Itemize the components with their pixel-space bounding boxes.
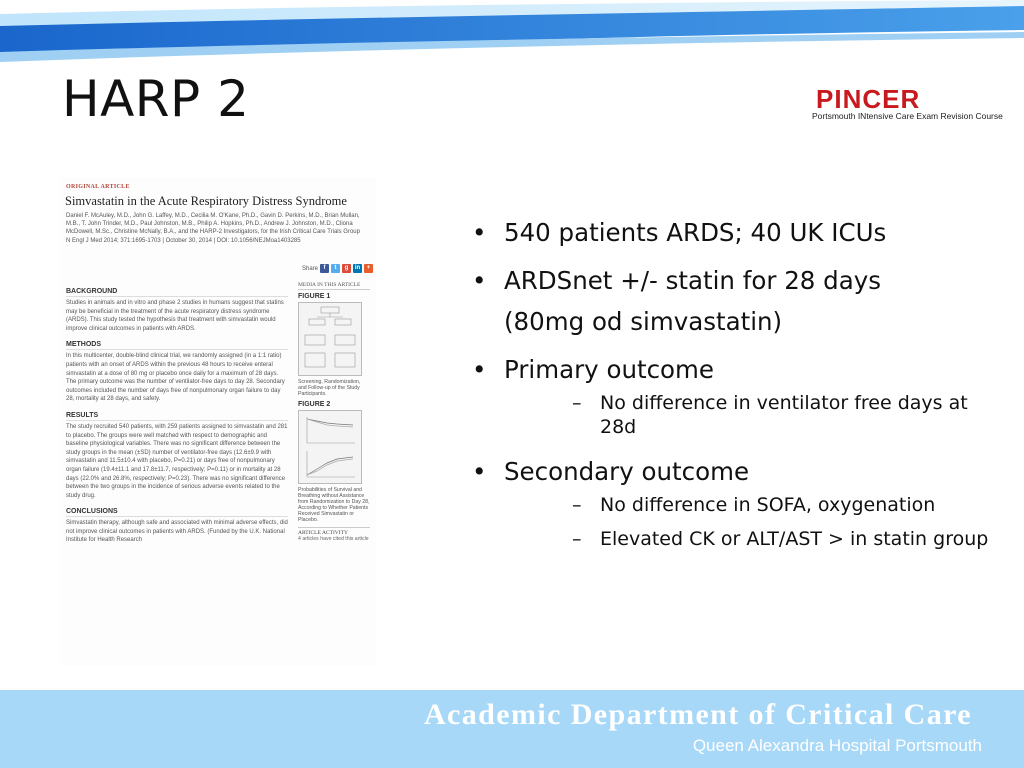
bullet-item: [470, 355, 990, 385]
figure1-thumbnail: [298, 302, 362, 376]
section-heading: CONCLUSIONS: [66, 508, 288, 517]
bullet-text: ARDSnet +/- statin for 28 days: [504, 266, 881, 295]
linkedin-icon: in: [354, 265, 361, 271]
section-heading: BACKGROUND: [66, 288, 288, 297]
dash-icon: –: [572, 392, 582, 414]
abstract-section: [66, 341, 288, 404]
sub-bullet-text: No difference in SOFA, oxygenation: [600, 494, 936, 516]
bullet-dot-icon: •: [472, 355, 487, 384]
dash-icon: –: [572, 494, 582, 516]
survival-curve-icon: [299, 411, 361, 483]
article-media-sidebar: [298, 282, 370, 542]
section-text: In this multicenter, double-blind clinical trial, we randomly assigned (in a 1:1 ratio) patients with an onset of ARDS within the previous 48 hours to receive enteral simvastatin at a dose of 80 mg or placebo once daily for a maximum of 28 days. The primary outcome was the number of ventilator-free days to day 28. Secondary outcomes included the number of days free of nonpulmonary organ failure to day 28, mortality at 28 days, and safety.: [66, 353, 285, 403]
abstract-section: [66, 288, 288, 333]
figure1-label: FIGURE 1: [298, 292, 331, 300]
article-abstract: [66, 288, 288, 553]
section-heading: METHODS: [66, 341, 288, 350]
section-heading: RESULTS: [66, 412, 288, 421]
article-label: ORIGINAL ARTICLE: [66, 184, 130, 190]
bullet-dot-icon: •: [472, 457, 487, 486]
bullet-text: Secondary outcome: [504, 457, 750, 486]
google-plus-icon: g: [342, 264, 351, 273]
section-text: The study recruited 540 patients, with 259 patients assigned to simvastatin and 281 to placebo. The groups were well matched with respect to demographic and baseline physiological variables. There was no significant difference between the study groups in the mean (±SD) number of ventilator-free days (12.6±9.9 with simvastatin and 11.5±10.4 with placebo, P=0.21) or days free of nonpulmonary organ failure (19.4±11.1 and 17.8±11.7, respectively; P=0.11) or in mortality at 28 days (22.0% and 26.8%, respectively; P=0.23). There was no significant difference between the two groups in the incidence of serious adverse events related to the study drug.: [66, 423, 288, 499]
article-thumbnail: [60, 178, 376, 666]
section-text: Studies in animals and in vitro and phase 2 studies in humans suggest that statins may be beneficial in the treatment of the acute respiratory distress syndrome (ARDS). This study tested the hypothesis that treatment with simvastatin would improve clinical outcomes in patients with ARDS.: [66, 300, 284, 332]
bullet-text: Primary outcome: [504, 355, 714, 384]
sub-bullet-text: Elevated CK or ALT/AST > in statin group: [600, 528, 989, 550]
share-bar: [302, 264, 373, 273]
logo-wordmark: PINCER: [816, 84, 921, 114]
sub-bullet-item: [470, 391, 990, 439]
logo-subtitle: Portsmouth INtensive Care Exam Revision Course: [812, 111, 1003, 121]
sub-bullet-item: [470, 527, 990, 551]
article-activity-heading: ARTICLE ACTIVITY: [298, 527, 370, 536]
pincer-logo: [812, 84, 1002, 124]
section-text: Simvastatin therapy, although safe and associated with minimal adverse effects, did not improve clinical outcomes in patients with ARDS. (Funded by the U.K. National Institute for Health Research: [66, 520, 288, 544]
bullet-item: [470, 266, 990, 296]
article-author-list: Daniel F. McAuley, M.D., John G. Laffey, M.D., Cecilia M. O'Kane, Ph.D., Gavin D. Perkins, M.D., Brian Mullan, M.B., T. John Trinder, M.D., Paul Johnston, M.B., Philip A. Hopkins, Ph.D., Andrew J. Johnston, M.D., Cliona McDowell, M.Sc., Christine McNally, B.A., and the HARP-2 Investigators, for the Irish Critical Care Trials Group: [66, 213, 360, 236]
banner-swoosh: [0, 0, 1024, 62]
bullet-item: [470, 218, 990, 248]
facebook-icon: f: [320, 264, 329, 273]
footer-subtitle: Queen Alexandra Hospital Portsmouth: [692, 736, 982, 755]
figure1-caption: Screening, Randomization, and Follow-up of the Study Participants.: [298, 378, 361, 397]
bullet-dot-icon: •: [472, 266, 487, 295]
bullet-continuation: (80mg od simvastatin): [504, 307, 783, 336]
bullet-item: [470, 457, 990, 487]
slide-title: HARP 2: [62, 70, 250, 128]
sub-bullet-text: No difference in ventilator free days at 28d: [600, 392, 968, 438]
twitter-icon: t: [331, 264, 340, 273]
bullet-list: [470, 218, 990, 561]
top-decorative-banner: [0, 0, 1024, 62]
more-share-icon: +: [364, 264, 373, 273]
footer-title: Academic Department of Critical Care: [423, 698, 972, 731]
article-citation: N Engl J Med 2014; 371:1695-1703 | October 30, 2014 | DOI: 10.1056/NEJMoa1403285: [66, 237, 301, 244]
figure2-thumbnail: [298, 410, 362, 484]
sub-bullet-item: [470, 493, 990, 517]
bullet-dot-icon: •: [472, 218, 487, 247]
abstract-section: [66, 508, 288, 545]
abstract-section: [66, 412, 288, 500]
media-heading: MEDIA IN THIS ARTICLE: [298, 282, 370, 290]
dash-icon: –: [572, 528, 582, 550]
article-authors: [66, 212, 372, 245]
bullet-text: 540 patients ARDS; 40 UK ICUs: [504, 218, 887, 247]
flowchart-icon: [299, 303, 361, 375]
article-title: Simvastatin in the Acute Respiratory Distress Syndrome: [65, 194, 347, 208]
article-activity-text: 4 articles have cited this article: [298, 535, 369, 542]
figure2-caption: Probabilities of Survival and Breathing without Assistance from Randomization to Day 28, According to Whether Patients Received Simvastatin or Placebo.: [298, 486, 370, 523]
footer-band: [0, 690, 1024, 768]
share-label: Share: [302, 265, 319, 272]
figure2-label: FIGURE 2: [298, 400, 331, 408]
